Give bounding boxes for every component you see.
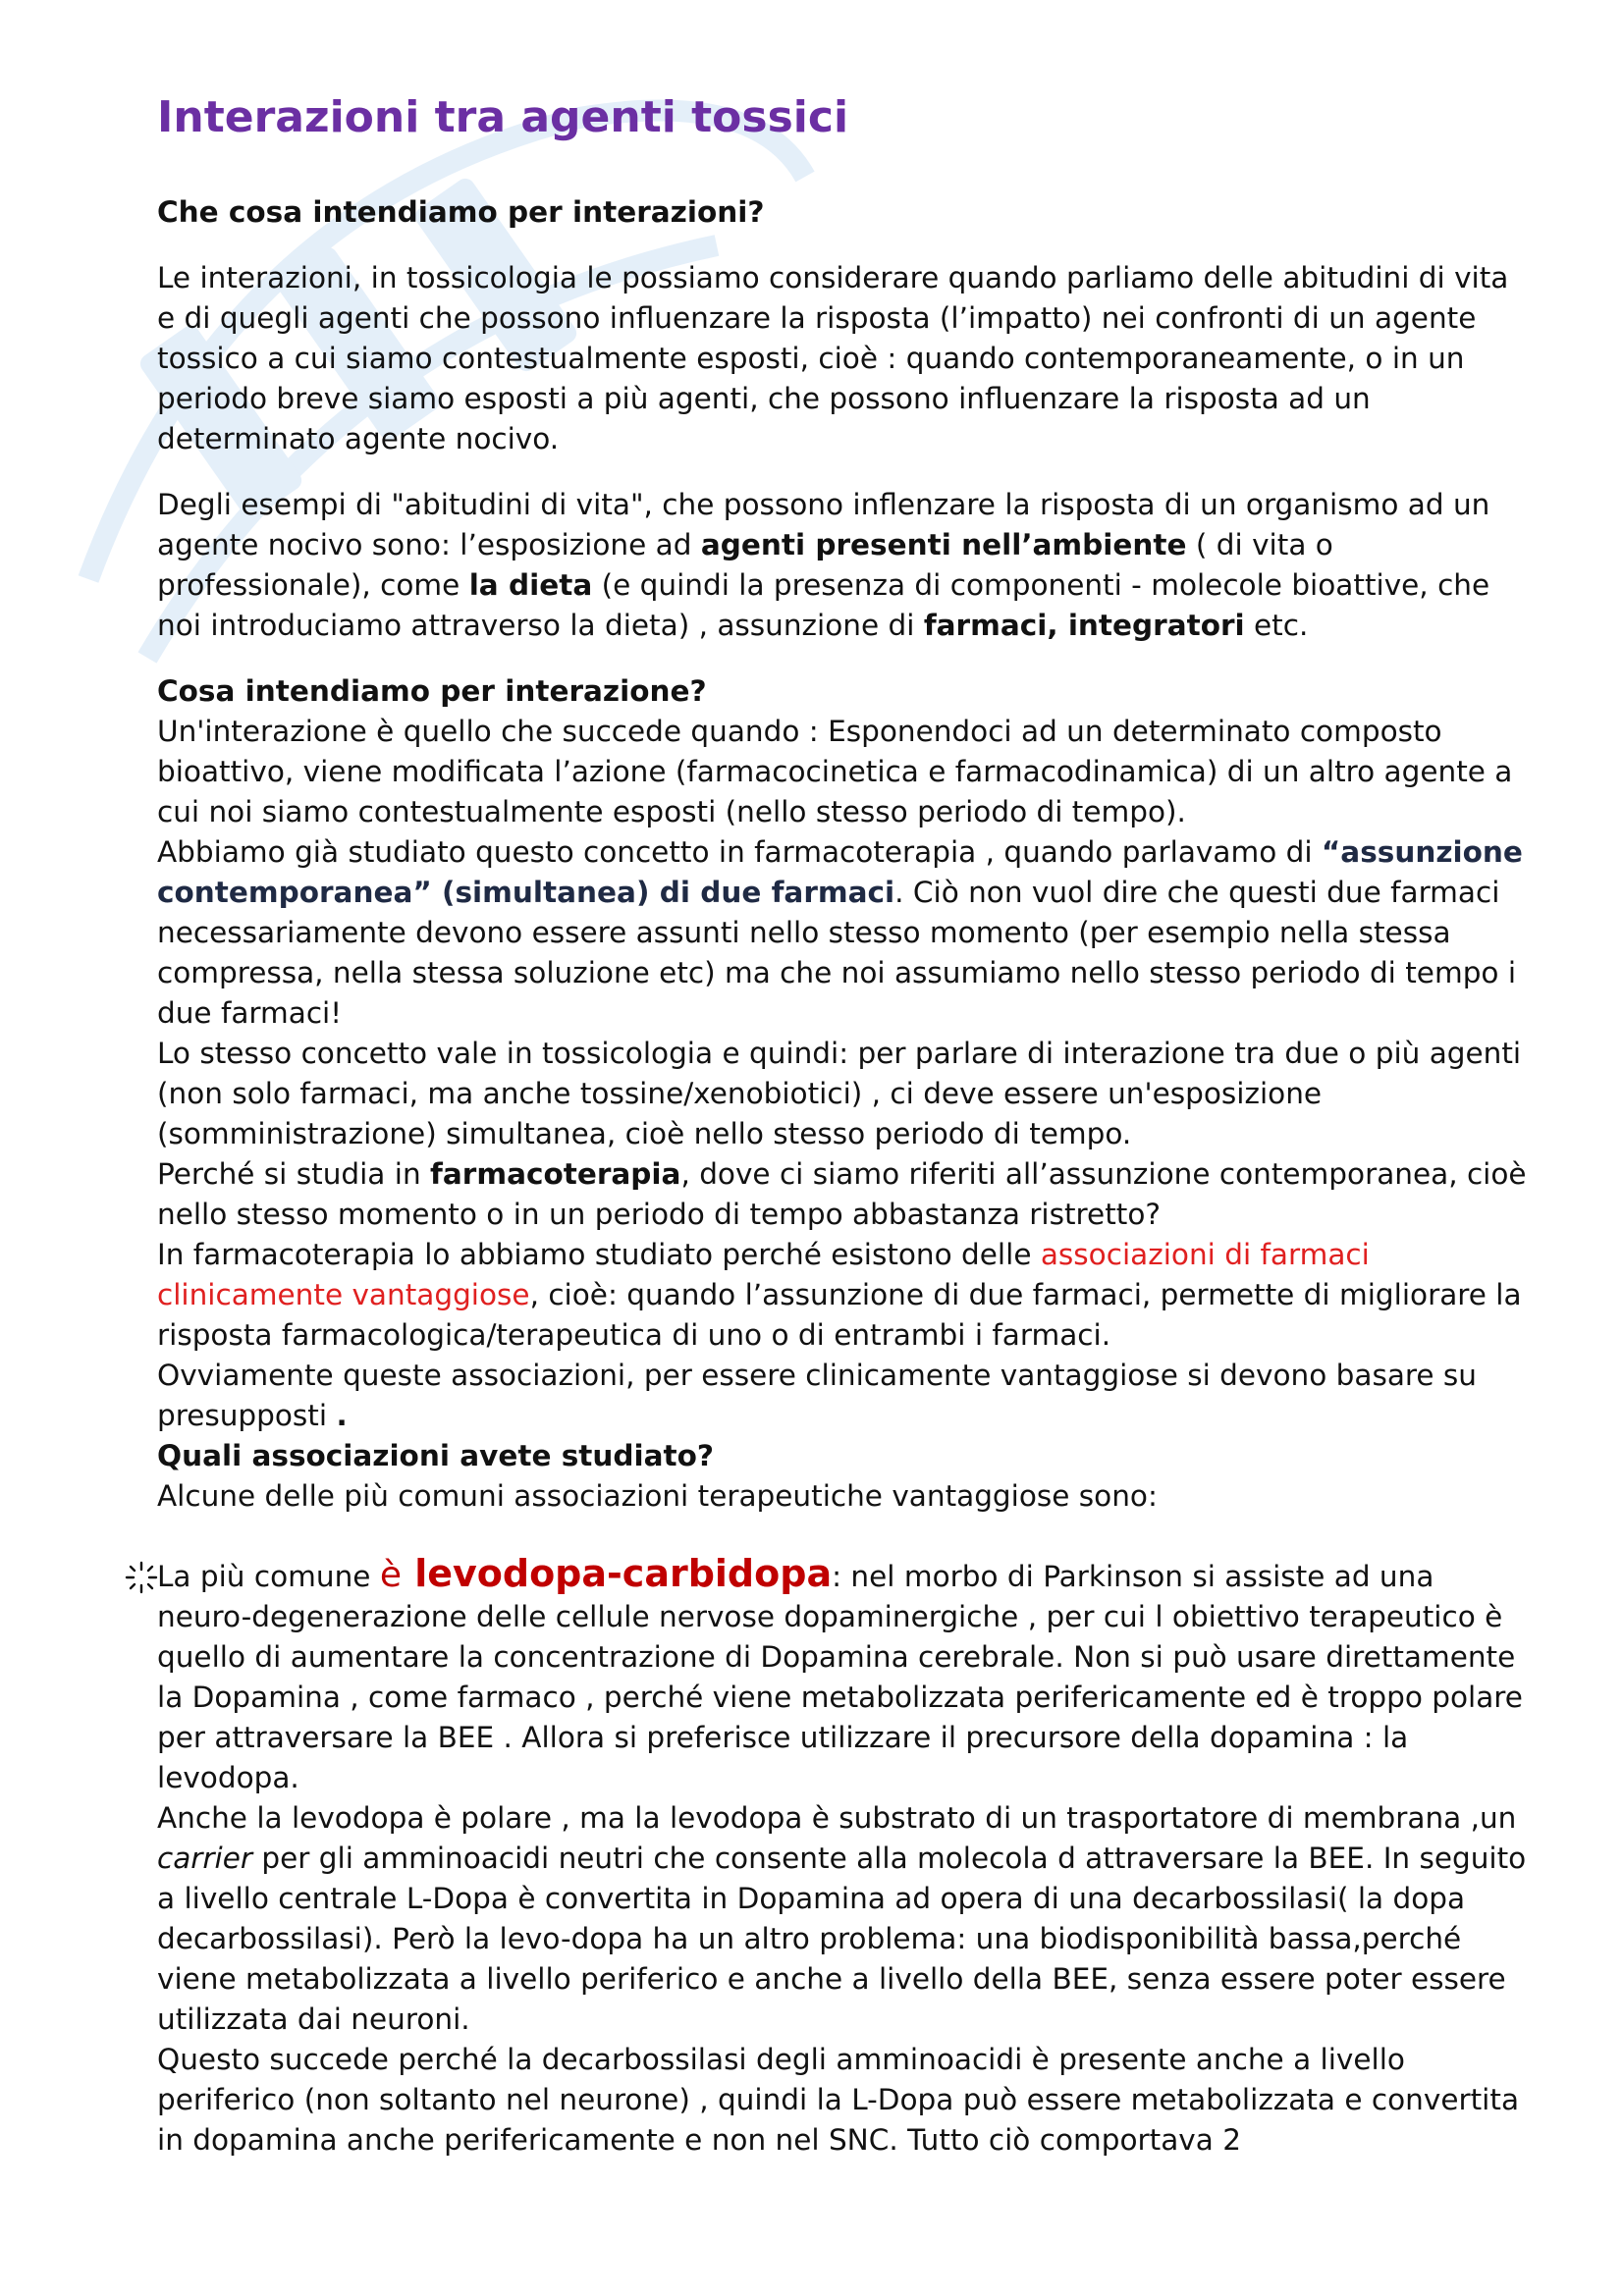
text-run: Abbiamo già studiato questo concetto in farmacoterapia , quando parlavamo di xyxy=(157,835,1322,869)
drug-name-highlight: levodopa-carbidopa xyxy=(401,1552,833,1595)
text-run: etc. xyxy=(1244,609,1309,642)
text-run: (e quindi la presenza di componenti - molecole bioattive, che noi introduciamo attraverso la dieta) , assunzione di xyxy=(157,568,1490,642)
text-run: . Ciò non vuol dire che questi due farmaci necessariamente devono essere assunti nello stesso momento (per esempio nella stessa compressa, nella stessa soluzione etc) ma che noi assumiamo nello stesso periodo di tempo i due farmaci! xyxy=(157,876,1517,1030)
text-run: , cioè: quando l’assunzione di due farmaci, permette di migliorare la risposta farmacologica/terapeutica di uno o di entrambi i farmaci. xyxy=(157,1278,1522,1352)
paragraph-why xyxy=(157,1154,1532,1235)
question-heading-2: Cosa intendiamo per interazione? xyxy=(157,674,707,708)
text-run: La più comune xyxy=(157,1560,380,1593)
paragraph-definition: Un'interazione è quello che succede quando : Esponendoci ad un determinato composto bioattivo, viene modificata l’azione (farmacocinetica e farmacodinamica) di un altro agente a cui noi siamo contestualmente esposti (nello stesso periodo di tempo). xyxy=(157,715,1513,828)
document-page xyxy=(157,88,1532,2161)
text-run: : nel morbo di Parkinson si assiste ad una neuro-degenerazione delle cellule nervose dopaminergiche , per cui l obiettivo terapeutico è quello di aumentare la concentrazione di Dopamina cerebrale. Non si può usare direttamente la Dopamina , come farmaco , perché viene metabolizzata perifericamente ed è troppo polare per attraversare la BEE . Allora si preferisce utilizzare il precursore della dopamina : la levodopa. xyxy=(157,1560,1523,1794)
bullet-list xyxy=(157,1554,1532,2161)
bold-text: la dieta xyxy=(468,568,593,602)
bold-text: agenti presenti nell’ambiente xyxy=(700,528,1187,561)
highlight-text: “assunzione contemporanea” (simultanea) di due farmaci xyxy=(157,835,1523,909)
paragraph-pharmacotherapy xyxy=(157,832,1532,1034)
paragraph-levodopa-carrier xyxy=(157,1798,1532,2040)
paragraph-associations xyxy=(157,1235,1532,1356)
text-run: , dove ci siamo riferiti all’assunzione contemporanea, cioè nello stesso momento o in un periodo di tempo abbastanza ristretto? xyxy=(157,1157,1527,1231)
text-run: In farmacoterapia lo abbiamo studiato perché esistono delle xyxy=(157,1238,1041,1271)
text-run: Anche la levodopa è polare , ma la levodopa è substrato di un trasportatore di membrana ,un xyxy=(157,1801,1517,1835)
text-run: Perché si studia in xyxy=(157,1157,431,1191)
paragraph-intro: Le interazioni, in tossicologia le possiamo considerare quando parliamo delle abitudini di vita e di quegli agenti che possono influenzare la risposta (l’impatto) nei confronti di un agente tossico a cui siamo contestualmente esposti, cioè : quando contemporaneamente, o in un periodo breve siamo esposti a più agenti, che possono influenzare la risposta ad un determinato agente nocivo. xyxy=(157,261,1509,455)
paragraph-presupposti xyxy=(157,1356,1532,1436)
paragraph-toxicology: Lo stesso concetto vale in tossicologia e quindi: per parlare di interazione tra due o più agenti (non solo farmaci, ma anche tossine/xenobiotici) , ci deve essere un'esposizione (somministrazione) simultanea, cioè nello stesso periodo di tempo. xyxy=(157,1037,1522,1150)
text-run: Ovviamente queste associazioni, per essere clinicamente vantaggiose si devono basare su presupposti xyxy=(157,1359,1477,1432)
text-run: Degli esempi di "abitudini di vita", che possono inflenzare la risposta di un organismo ad un agente nocivo sono: l’esposizione ad xyxy=(157,488,1490,561)
paragraph-lifestyle xyxy=(157,485,1532,646)
bold-text: farmaci, integratori xyxy=(923,609,1245,642)
paragraph-decarboxylase: Questo succede perché la decarbossilasi degli amminoacidi è presente anche a livello periferico (non soltanto nel neurone) , quindi la L-Dopa può essere metabolizzata e convertita in dopamina anche perifericamente e non nel SNC. Tutto ciò comportava 2 xyxy=(157,2043,1520,2157)
page-title: Interazioni tra agenti tossici xyxy=(157,92,849,142)
bold-text: farmacoterapia xyxy=(430,1157,681,1191)
red-highlight-text: associazioni di farmaci clinicamente vantaggiose xyxy=(157,1238,1370,1311)
italic-text: carrier xyxy=(157,1842,253,1875)
question-heading-1: Che cosa intendiamo per interazioni? xyxy=(157,195,765,229)
text-run: per gli amminoacidi neutri che consente alla molecola d attraversare la BEE. In seguito a livello centrale L-Dopa è convertita in Dopamina ad opera di una decarbossilasi( la dopa decarbossilasi). Però la levo-dopa ha un altro problema: una biodisponibilità bassa,perché viene metabolizzata a livello periferico e anche a livello della BEE, senza essere poter essere utilizzata dai neuroni. xyxy=(157,1842,1527,2036)
list-item-levodopa xyxy=(157,1554,1532,1798)
text-run: ( di vita o professionale), come xyxy=(157,528,1333,602)
paragraph-list-intro: Alcune delle più comuni associazioni terapeutiche vantaggiose sono: xyxy=(157,1479,1158,1513)
red-verb-text: è xyxy=(379,1555,402,1595)
bold-text: . xyxy=(336,1399,348,1432)
sparkle-bullet-icon xyxy=(124,1560,159,1595)
question-heading-3: Quali associazioni avete studiato? xyxy=(157,1439,715,1472)
